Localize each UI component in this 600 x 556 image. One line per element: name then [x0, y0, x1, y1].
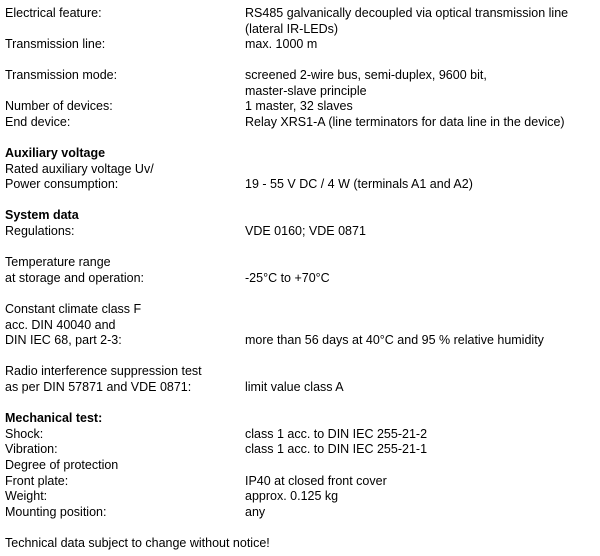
radio-interference-label: Radio interference suppression test [5, 364, 202, 378]
din-40040-label: acc. DIN 40040 and [5, 318, 116, 332]
end-device-value: Relay XRS1-A (line terminators for data line in the device) [245, 115, 565, 129]
front-plate-value: IP40 at closed front cover [245, 474, 387, 488]
auxiliary-voltage-heading: Auxiliary voltage [5, 146, 106, 160]
regulations-value: VDE 0160; VDE 0871 [245, 224, 366, 238]
transmission-mode-label: Transmission mode: [5, 68, 118, 82]
rated-auxiliary-voltage-label: Rated auxiliary voltage Uv/ [5, 162, 154, 176]
system-data-heading: System data [5, 208, 79, 222]
mounting-position-value: any [245, 505, 266, 519]
radio-interference-value: limit value class A [245, 380, 344, 394]
mechanical-test-heading: Mechanical test: [5, 411, 103, 425]
weight-label: Weight: [5, 489, 48, 503]
temperature-range-label: Temperature range [5, 255, 111, 269]
transmission-line-value: max. 1000 m [245, 37, 318, 51]
number-of-devices-value: 1 master, 32 slaves [245, 99, 353, 113]
transmission-mode-value-1: screened 2-wire bus, semi-duplex, 9600 bit, [245, 68, 487, 82]
transmission-mode-value-2: master-slave principle [245, 84, 367, 98]
shock-value: class 1 acc. to DIN IEC 255-21-2 [245, 427, 428, 441]
regulations-label: Regulations: [5, 224, 75, 238]
power-consumption-value: 19 - 55 V DC / 4 W (terminals A1 and A2) [245, 177, 473, 191]
temperature-value: -25°C to +70°C [245, 271, 330, 285]
climate-value: more than 56 days at 40°C and 95 % relative humidity [245, 333, 544, 347]
weight-value: approx. 0.125 kg [245, 489, 339, 503]
electrical-feature-value-2: (lateral IR-LEDs) [245, 22, 339, 36]
mounting-position-label: Mounting position: [5, 505, 107, 519]
climate-class-label: Constant climate class F [5, 302, 142, 316]
power-consumption-label: Power consumption: [5, 177, 119, 191]
din-iec-68-label: DIN IEC 68, part 2-3: [5, 333, 122, 347]
transmission-line-label: Transmission line: [5, 37, 106, 51]
degree-of-protection-label: Degree of protection [5, 458, 119, 472]
storage-operation-label: at storage and operation: [5, 271, 144, 285]
footer-notice: Technical data subject to change without notice! [5, 536, 270, 550]
electrical-feature-label: Electrical feature: [5, 6, 102, 20]
din-57871-label: as per DIN 57871 and VDE 0871: [5, 380, 192, 394]
shock-label: Shock: [5, 427, 44, 441]
end-device-label: End device: [5, 115, 71, 129]
vibration-value: class 1 acc. to DIN IEC 255-21-1 [245, 442, 428, 456]
front-plate-label: Front plate: [5, 474, 69, 488]
electrical-feature-value-1: RS485 galvanically decoupled via optical transmission line [245, 6, 569, 20]
vibration-label: Vibration: [5, 442, 58, 456]
number-of-devices-label: Number of devices: [5, 99, 113, 113]
